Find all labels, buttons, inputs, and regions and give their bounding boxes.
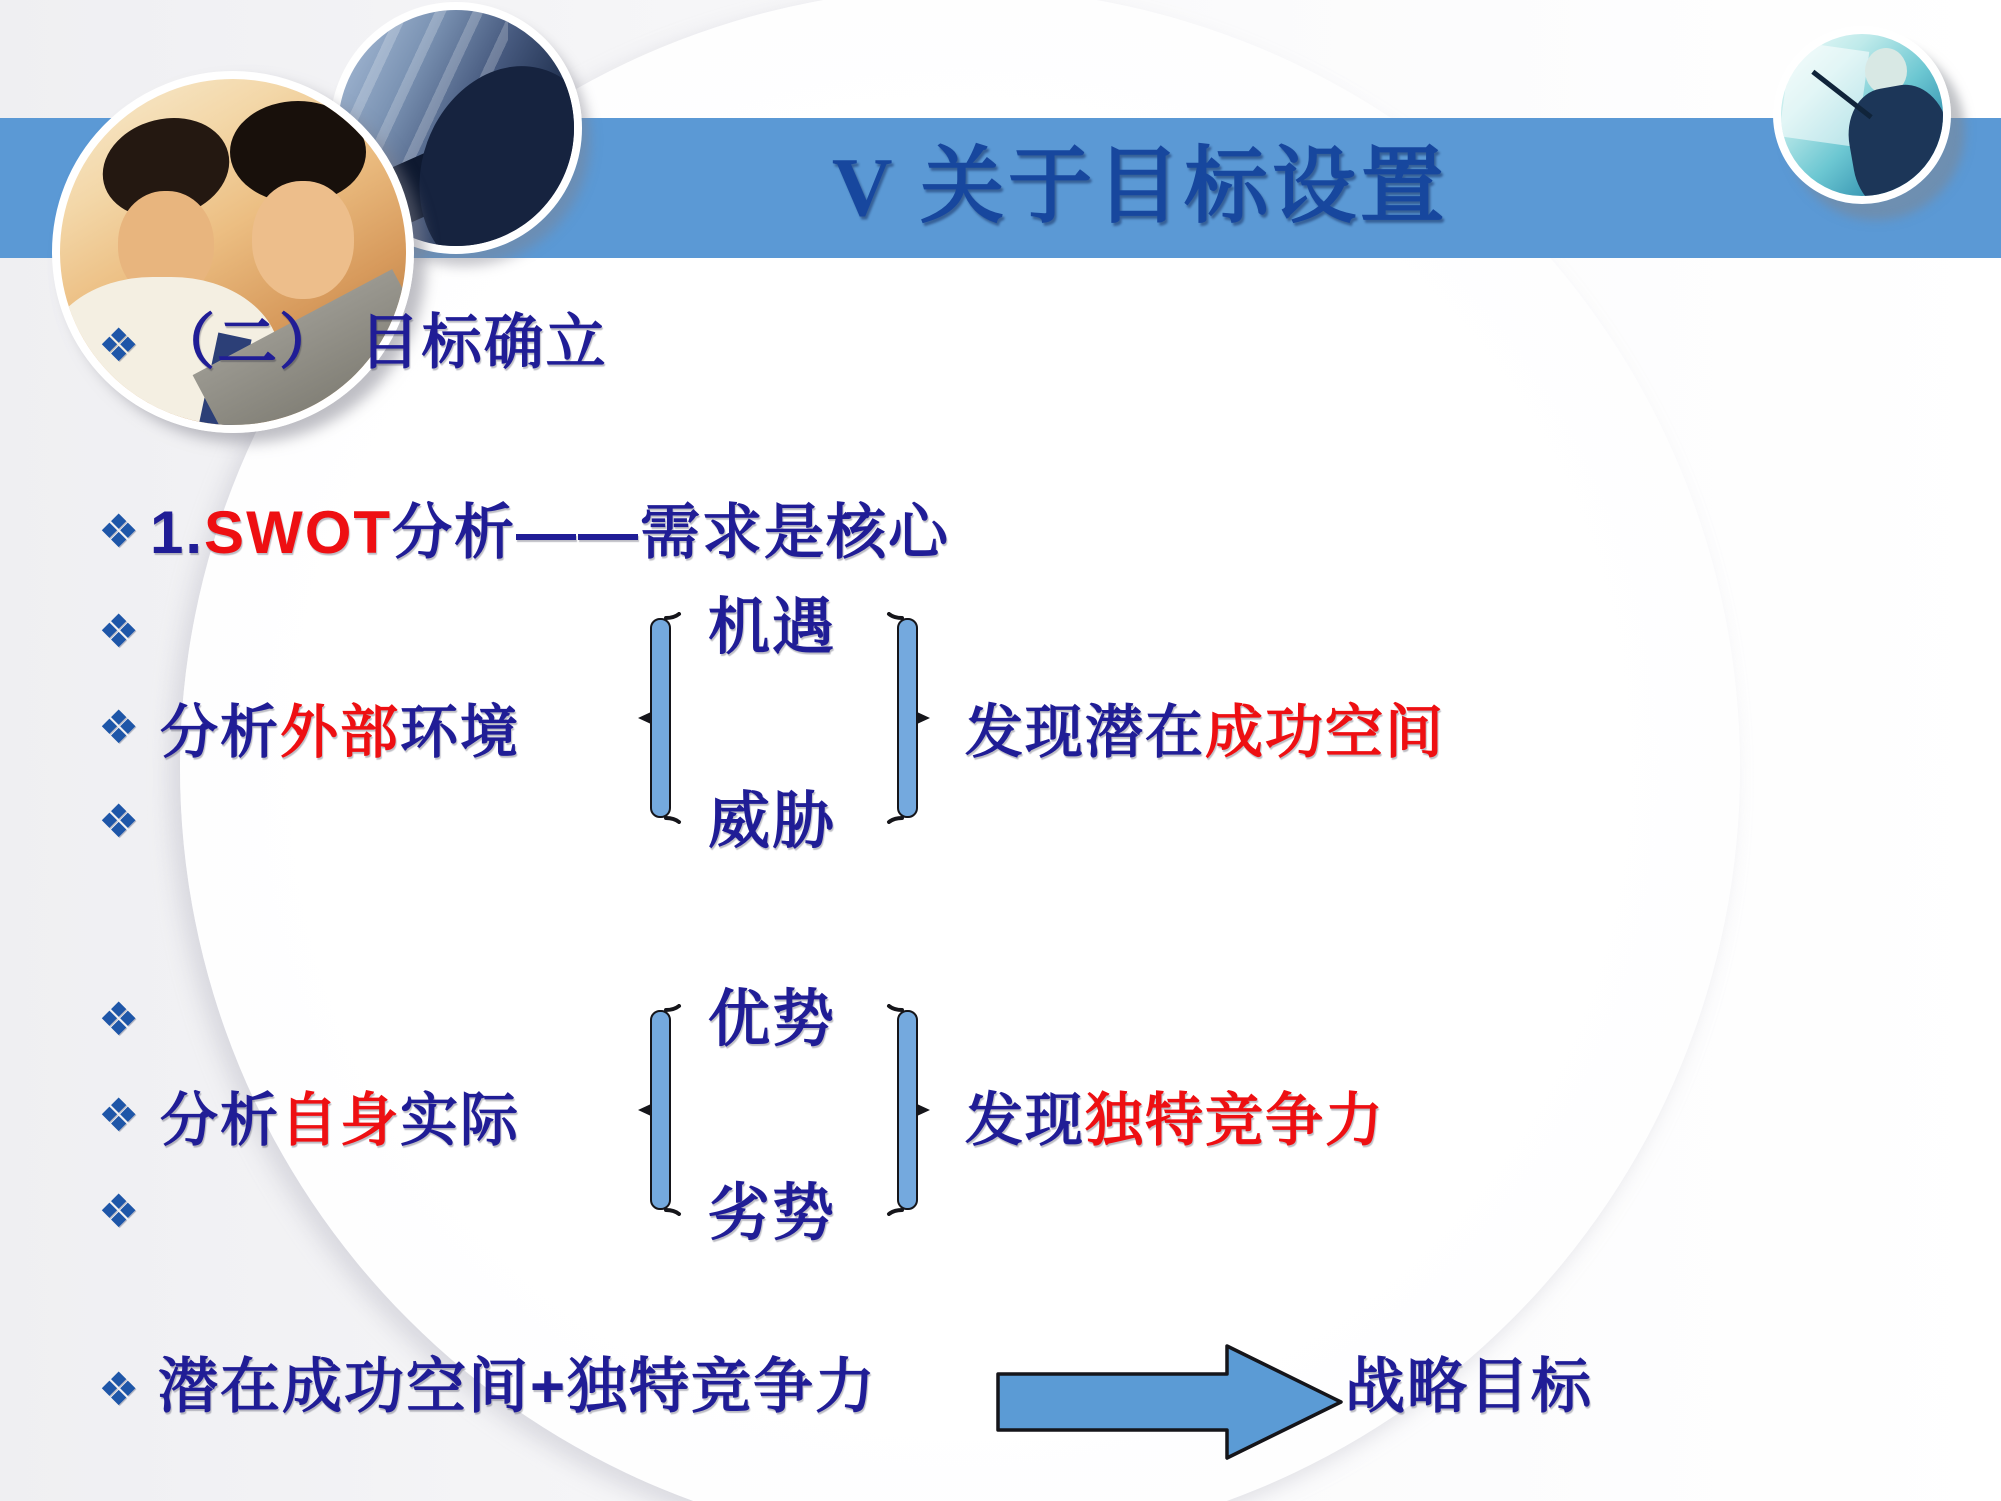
diamond-bullet-icon: ❖ xyxy=(98,1185,140,1237)
text-segment: 分析 xyxy=(160,1088,281,1153)
right-arrow-shape xyxy=(995,1340,1345,1464)
text-segment: 独特竞争力 xyxy=(1085,1088,1386,1153)
text-segment: 发现潜在 xyxy=(965,700,1206,765)
text-segment: 环境 xyxy=(400,700,521,765)
photo-face-shape xyxy=(252,181,354,299)
text-segment: 分析 xyxy=(160,700,281,765)
label-analyze-external xyxy=(160,700,520,767)
diamond-bullet-icon: ❖ xyxy=(98,1089,140,1141)
diamond-bullet-icon: ❖ xyxy=(98,1363,140,1415)
swot-number: 1. xyxy=(150,499,205,566)
text-segment: 发现 xyxy=(965,1088,1086,1153)
text-segment: 成功空间 xyxy=(1205,700,1446,765)
laptop-discussion-photo xyxy=(52,71,414,433)
bracket-label-weakness: 劣势 xyxy=(707,1179,836,1248)
bracket-label-strength: 优势 xyxy=(707,985,836,1054)
diamond-bullet-icon: ❖ xyxy=(98,993,140,1045)
right-brace-shape xyxy=(886,1004,932,1216)
left-brace-shape xyxy=(636,612,682,824)
diamond-bullet-icon: ❖ xyxy=(98,605,140,657)
presenter-photo xyxy=(1773,26,1951,204)
diamond-bullet-icon: ❖ xyxy=(98,505,140,557)
diamond-bullet-icon: ❖ xyxy=(98,319,140,371)
section-heading: （二） 目标确立 xyxy=(155,309,608,376)
label-analyze-self xyxy=(160,1088,520,1155)
label-unique-competitiveness xyxy=(965,1088,1385,1155)
left-brace-shape xyxy=(636,1004,682,1216)
text-segment: 外部 xyxy=(280,700,401,765)
diamond-bullet-icon: ❖ xyxy=(98,795,140,847)
swot-keyword: SWOT xyxy=(204,499,393,566)
slide-title: V 关于目标设置 xyxy=(831,141,1449,234)
right-brace-shape xyxy=(886,612,932,824)
text-segment: 自身 xyxy=(280,1088,401,1153)
bracket-label-opportunity: 机遇 xyxy=(707,593,836,662)
swot-line xyxy=(150,498,950,567)
bracket-label-threat: 威胁 xyxy=(707,787,836,856)
diamond-bullet-icon: ❖ xyxy=(98,701,140,753)
label-potential-success xyxy=(965,700,1445,767)
strategic-goal-label: 战略目标 xyxy=(1345,1353,1593,1420)
swot-rest: 分析——需求是核心 xyxy=(392,499,951,566)
text-segment: 实际 xyxy=(400,1088,521,1153)
formula-label: 潜在成功空间+独特竞争力 xyxy=(158,1353,878,1420)
